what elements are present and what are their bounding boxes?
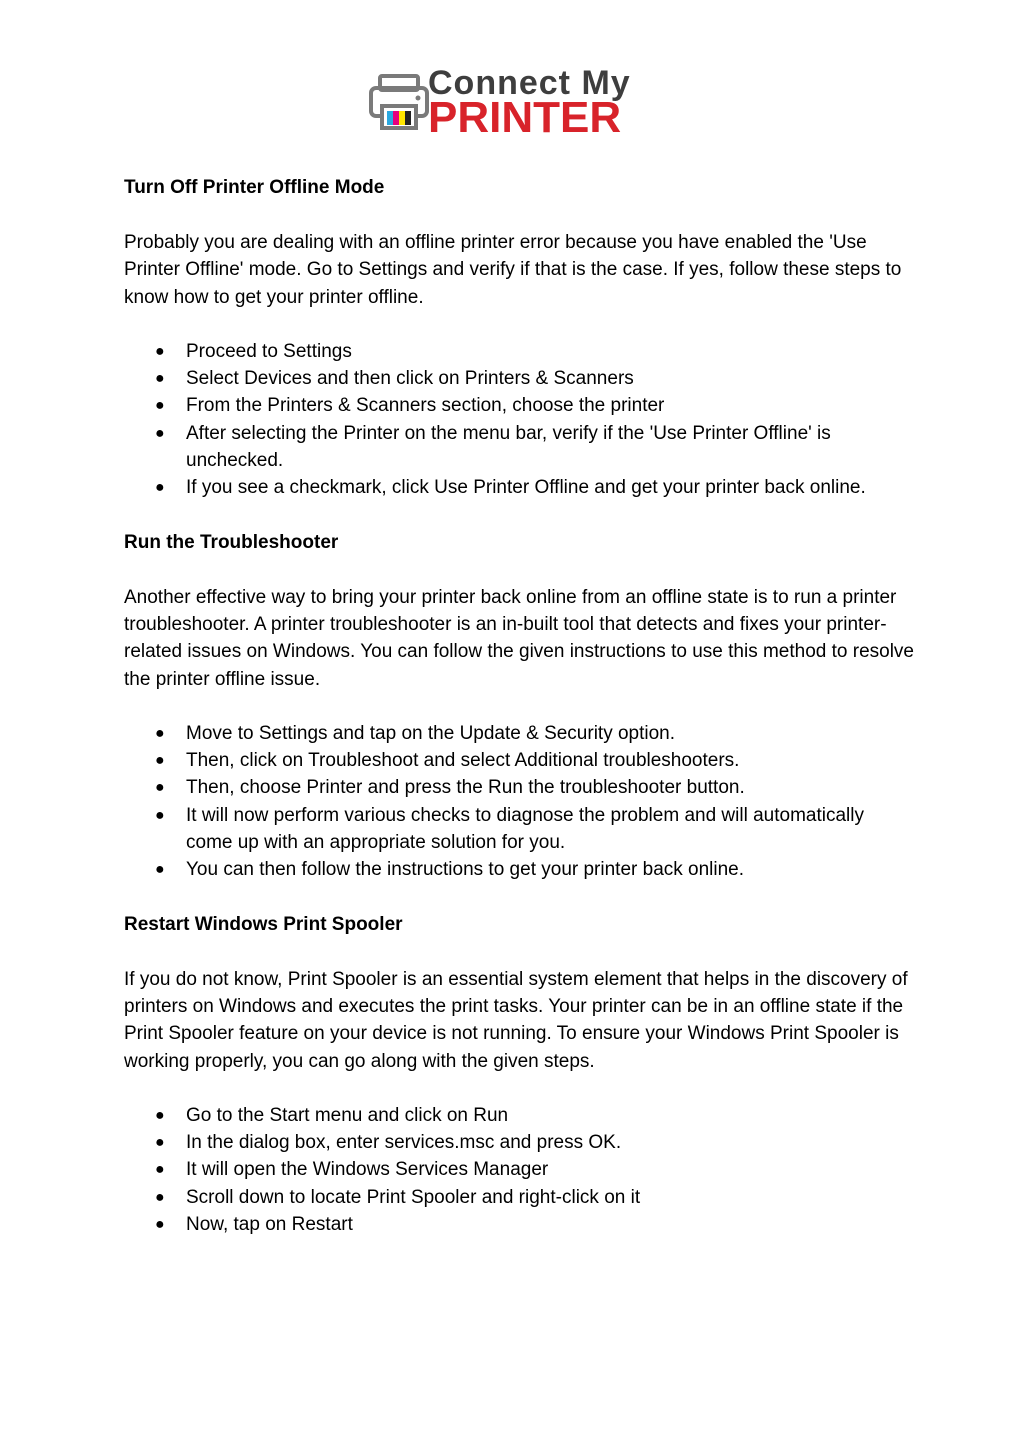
bullet-icon: ●: [155, 779, 165, 797]
connect-my-printer-logo: [368, 64, 658, 140]
list-item: ● You can then follow the instructions to get your printer back online.: [124, 856, 914, 883]
steps-list: [124, 338, 914, 502]
list-item: ● Now, tap on Restart: [124, 1211, 914, 1238]
bullet-icon: ●: [155, 424, 165, 442]
list-item: ● Move to Settings and tap on the Update & Security option.: [124, 720, 914, 747]
bullet-icon: ●: [155, 861, 165, 879]
list-item: ● It will now perform various checks to diagnose the problem and will automatically come up with an appropriate solution for you.: [124, 802, 914, 857]
bullet-icon: ●: [155, 752, 165, 770]
bullet-icon: ●: [155, 1161, 165, 1179]
section-run-troubleshooter: [124, 529, 914, 911]
bullet-icon: ●: [155, 724, 165, 742]
section-heading: Turn Off Printer Offline Mode: [124, 177, 385, 198]
list-item: ● Then, choose Printer and press the Run the troubleshooter button.: [124, 774, 914, 801]
bullet-icon: ●: [155, 479, 165, 497]
list-item: ● Scroll down to locate Print Spooler and right-click on it: [124, 1184, 914, 1211]
bullet-icon: ●: [155, 1106, 165, 1124]
list-item: ● It will open the Windows Services Manager: [124, 1156, 914, 1183]
list-item: ● If you see a checkmark, click Use Printer Offline and get your printer back online.: [124, 474, 914, 501]
list-item: ● Proceed to Settings: [124, 338, 914, 365]
bullet-icon: ●: [155, 1216, 165, 1234]
section-heading: Run the Troubleshooter: [124, 531, 339, 553]
section-turn-off-offline-mode: [124, 174, 914, 529]
section-heading: Restart Windows Print Spooler: [124, 913, 403, 935]
list-item: ● Go to the Start menu and click on Run: [124, 1102, 914, 1129]
bullet-icon: ●: [155, 806, 165, 824]
list-item: ● Select Devices and then click on Printers & Scanners: [124, 365, 914, 392]
list-item: ● From the Printers & Scanners section, choose the printer: [124, 392, 914, 419]
list-item: ● In the dialog box, enter services.msc and press OK.: [124, 1129, 914, 1156]
bullet-icon: ●: [155, 397, 165, 415]
printer-icon: [368, 72, 430, 134]
bullet-icon: ●: [155, 342, 165, 360]
list-item: ● After selecting the Printer on the menu bar, verify if the 'Use Printer Offline' is unchecked.: [124, 420, 914, 475]
logo-text-connect-my: Connect My: [428, 64, 631, 102]
section-paragraph: Probably you are dealing with an offline printer error because you have enabled the 'Use Printer Offline' mode. Go to Settings and verify if that is the case. If yes, follow these steps to know how to get your printer offline.: [124, 232, 902, 308]
section-paragraph: Another effective way to bring your printer back online from an offline state is to run a printer troubleshooter. A printer troubleshooter is an in-built tool that detects and fixes your printer-related issues on Windows. You can follow the given instructions to use this method to resolve the printer offline issue.: [124, 586, 914, 690]
bullet-icon: ●: [155, 370, 165, 388]
logo-text-printer: PRINTER: [428, 93, 622, 142]
steps-list: [124, 1102, 914, 1238]
bullet-icon: ●: [155, 1134, 165, 1152]
section-paragraph: If you do not know, Print Spooler is an essential system element that helps in the discovery of printers on Windows and executes the print tasks. Your printer can be in an offline state if the Print Spooler feature on your device is not running. To ensure your Windows Print Spooler is working properly, you can go along with the given steps.: [124, 968, 908, 1072]
document-body: [124, 174, 914, 1238]
bullet-icon: ●: [155, 1188, 165, 1206]
steps-list: [124, 720, 914, 884]
list-item: ● Then, click on Troubleshoot and select Additional troubleshooters.: [124, 747, 914, 774]
section-restart-print-spooler: [124, 911, 914, 1239]
